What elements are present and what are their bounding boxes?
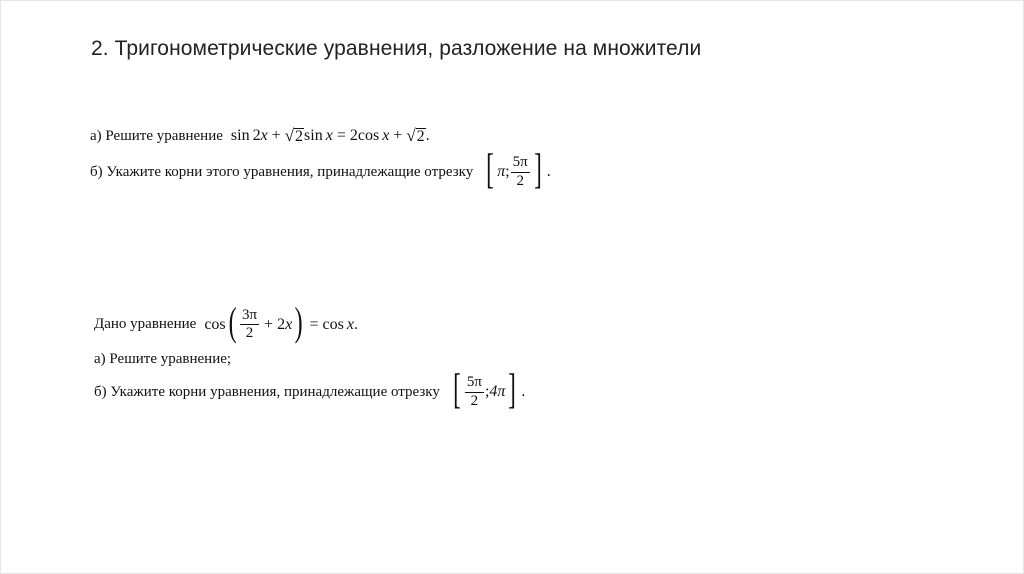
fraction-denominator: 2 — [470, 392, 479, 409]
problem2-part-a — [94, 351, 231, 368]
left-bracket: [ — [486, 147, 495, 193]
right-bracket: ] — [533, 147, 542, 193]
right-paren: ) — [294, 298, 303, 344]
op-plus: + — [264, 315, 274, 333]
problem1-part-a — [90, 127, 430, 146]
coef: 2 — [349, 127, 358, 145]
fraction-denominator: 2 — [516, 172, 524, 189]
separator: ; — [505, 163, 510, 180]
var-x: x — [346, 315, 354, 333]
op-plus: + — [271, 127, 281, 145]
problem2-part-a-label: а) Решите уравнение; — [94, 351, 232, 367]
period: . — [425, 127, 430, 145]
problem1-equation — [231, 127, 430, 146]
sqrt-symbol: √ 2 — [406, 126, 425, 145]
var-x: x — [285, 315, 293, 333]
slide-title: 2. Тригонометрические уравнения, разложение на множители — [91, 37, 702, 60]
coef: 2 — [277, 315, 286, 333]
coef: 2 — [252, 127, 261, 145]
problem2-interval — [450, 367, 526, 413]
fraction — [465, 374, 484, 410]
fraction-numerator: 5π — [465, 374, 484, 392]
problem2-part-b-label: б) Укажите корни уравнения, принадлежащие отрезку — [94, 383, 440, 400]
var-x: x — [382, 127, 390, 145]
func-sin: sin — [304, 127, 323, 145]
fraction-denominator: 2 — [245, 325, 254, 342]
problem2-intro-label: Дано уравнение — [94, 316, 197, 333]
period: . — [521, 383, 526, 400]
func-cos: cos — [357, 127, 380, 145]
problem1-part-a-label: а) Решите уравнение — [90, 127, 223, 144]
var-x: x — [260, 127, 268, 145]
left-bracket: [ — [453, 367, 461, 413]
problem2-equation — [204, 298, 358, 344]
op-equals: = — [309, 315, 319, 333]
sqrt-symbol: √ 2 — [284, 126, 304, 145]
func-cos: cos — [204, 315, 226, 333]
interval-right: 4π — [489, 383, 506, 400]
period: . — [546, 163, 551, 180]
fraction-numerator: 3π — [240, 307, 259, 325]
fraction — [511, 154, 530, 190]
problem1-part-b-label: б) Укажите корни этого уравнения, принадлежащие отрезку — [90, 163, 474, 180]
func-cos: cos — [322, 315, 344, 333]
interval-left: π — [497, 163, 506, 180]
var-x: x — [325, 127, 333, 145]
sqrt-radicand: 2 — [416, 128, 425, 145]
problem2-intro — [94, 298, 358, 344]
fraction-numerator: 5π — [511, 154, 530, 172]
fraction — [240, 307, 259, 343]
right-bracket: ] — [508, 367, 517, 413]
problem1-interval — [483, 147, 551, 193]
problem2-part-b — [94, 367, 526, 413]
sqrt-radicand: 2 — [295, 128, 304, 145]
func-sin: sin — [230, 127, 250, 145]
op-equals: = — [336, 127, 346, 145]
problem1-part-b — [90, 147, 551, 193]
left-paren: ( — [228, 298, 237, 344]
period: . — [353, 315, 358, 333]
op-plus: + — [393, 127, 403, 145]
separator: ; — [484, 383, 490, 400]
